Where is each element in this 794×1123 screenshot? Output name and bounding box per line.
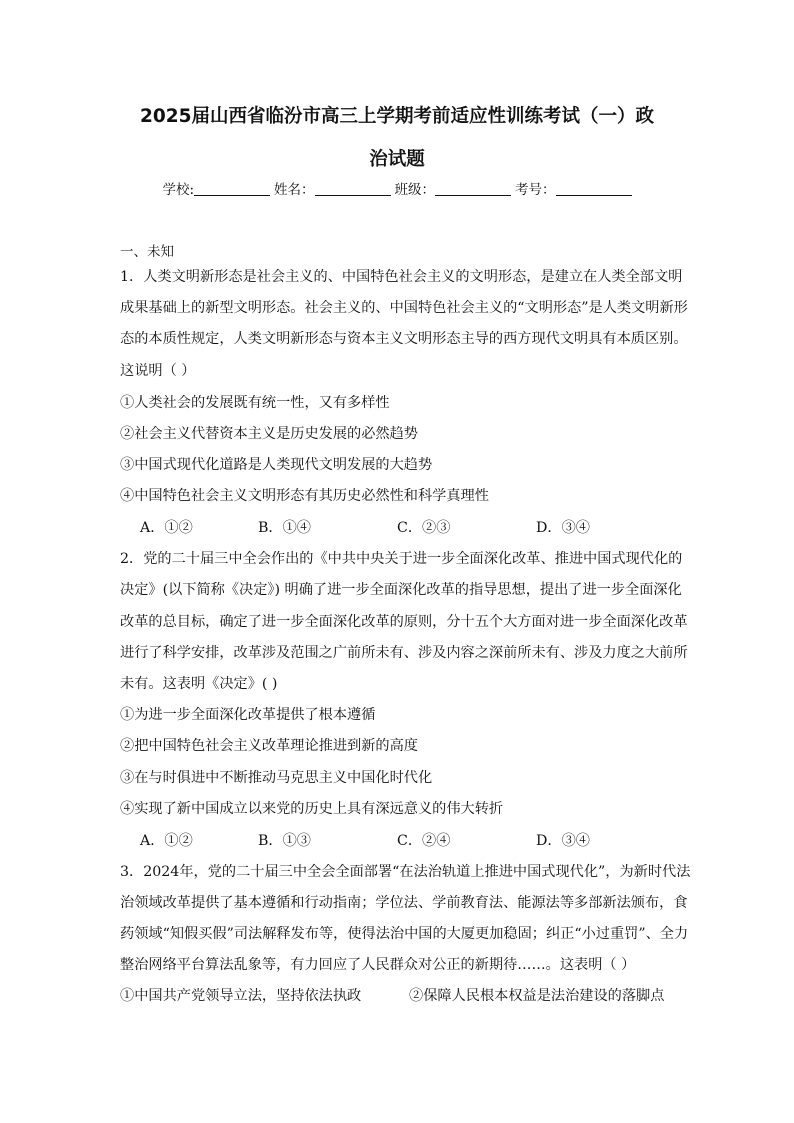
question-2-option-b[interactable]: B．①③ <box>258 833 311 849</box>
question-1-statement-4: ④中国特色社会主义文明形态有其历史必然性和科学真理性 <box>120 488 489 504</box>
question-3-text-line: 3．2024年，党的二十届三中全会全面部署“在法治轨道上推进中国式现代化”，为新时代法 <box>120 864 691 880</box>
question-2-option-d[interactable]: D．③④ <box>536 833 590 849</box>
question-1-statement-1: ①人类社会的发展既有统一性，又有多样性 <box>120 395 390 411</box>
name-label: 姓名： <box>274 182 315 198</box>
exam-title-line-2: 治试题 <box>369 149 425 170</box>
exam-number-blank[interactable] <box>556 182 632 196</box>
school-label: 学校: <box>162 182 195 198</box>
question-1-option-b[interactable]: B．①④ <box>258 520 311 536</box>
question-2-statement-3: ③在与时俱进中不断推动马克思主义中国化时代化 <box>120 770 433 786</box>
question-2-text-line: 决定》(以下简称《决定》) 明确了进一步全面深化改革的指导思想，提出了进一步全面深化 <box>120 582 682 598</box>
question-3-text-line: 整治网络平台算法乱象等，有力回应了人民群众对公正的新期待……。这表明（ ） <box>120 957 636 973</box>
question-2-option-a[interactable]: A．①② <box>140 833 193 849</box>
question-1-statement-3: ③中国式现代化道路是人类现代文明发展的大趋势 <box>120 457 433 473</box>
question-2-text-line: 未有。这表明《决定》( ) <box>120 676 278 692</box>
question-3-text-line: 治领域改革提供了基本遵循和行动指南；学位法、学前教育法、能源法等多部新法颁布，食 <box>120 895 688 911</box>
question-3-statement-2: ②保障人民根本权益是法治建设的落脚点 <box>409 988 665 1004</box>
question-2-option-c[interactable]: C．②④ <box>397 833 451 849</box>
question-1-text-line: 1．人类文明新形态是社会主义的、中国特色社会主义的文明形态，是建立在人类全部文明 <box>120 269 683 285</box>
question-2-statement-1: ①为进一步全面深化改革提供了根本遵循 <box>120 707 376 723</box>
section-heading: 一、未知 <box>120 244 174 260</box>
question-2-text-line: 改革的总目标，确定了进一步全面深化改革的原则，分十五个大方面对进一步全面深化改革 <box>120 614 688 630</box>
question-1-text-line: 成果基础上的新型文明形态。社会主义的、中国特色社会主义的“文明形态”是人类文明新形 <box>120 300 688 316</box>
question-3-statement-1: ①中国共产党领导立法，坚持依法执政 <box>120 988 362 1004</box>
question-2-statement-2: ②把中国特色社会主义改革理论推进到新的高度 <box>120 738 418 754</box>
question-1-option-c[interactable]: C．②③ <box>397 520 451 536</box>
question-1-option-d[interactable]: D．③④ <box>536 520 590 536</box>
exam-number-label: 考号： <box>515 182 556 198</box>
school-blank[interactable] <box>194 182 270 196</box>
student-info-row <box>0 181 794 199</box>
exam-title-line-1: 2025届山西省临汾市高三上学期考前适应性训练考试（一）政 <box>140 106 654 127</box>
question-2-text-line: 进行了科学安排，改革涉及范围之广前所未有、涉及内容之深前所未有、涉及力度之大前所 <box>120 645 688 661</box>
question-2-statement-4: ④实现了新中国成立以来党的历史上具有深远意义的伟大转折 <box>120 801 504 817</box>
question-1-text-line: 这说明（ ） <box>120 363 196 379</box>
question-1-text-line: 态的本质性规定，人类文明新形态与资本主义文明形态主导的西方现代文明具有本质区别。 <box>120 331 688 347</box>
question-1-statement-2: ②社会主义代替资本主义是历史发展的必然趋势 <box>120 426 418 442</box>
class-blank[interactable] <box>435 182 511 196</box>
question-2-text-line: 2．党的二十届三中全会作出的《中共中央关于进一步全面深化改革、推进中国式现代化的 <box>120 551 683 567</box>
question-1-option-a[interactable]: A．①② <box>140 520 193 536</box>
question-3-text-line: 药领域“知假买假”司法解释发布等，使得法治中国的大厦更加稳固；纠正“小过重罚”、全力 <box>120 926 689 942</box>
class-label: 班级： <box>394 182 436 198</box>
name-blank[interactable] <box>315 182 391 196</box>
